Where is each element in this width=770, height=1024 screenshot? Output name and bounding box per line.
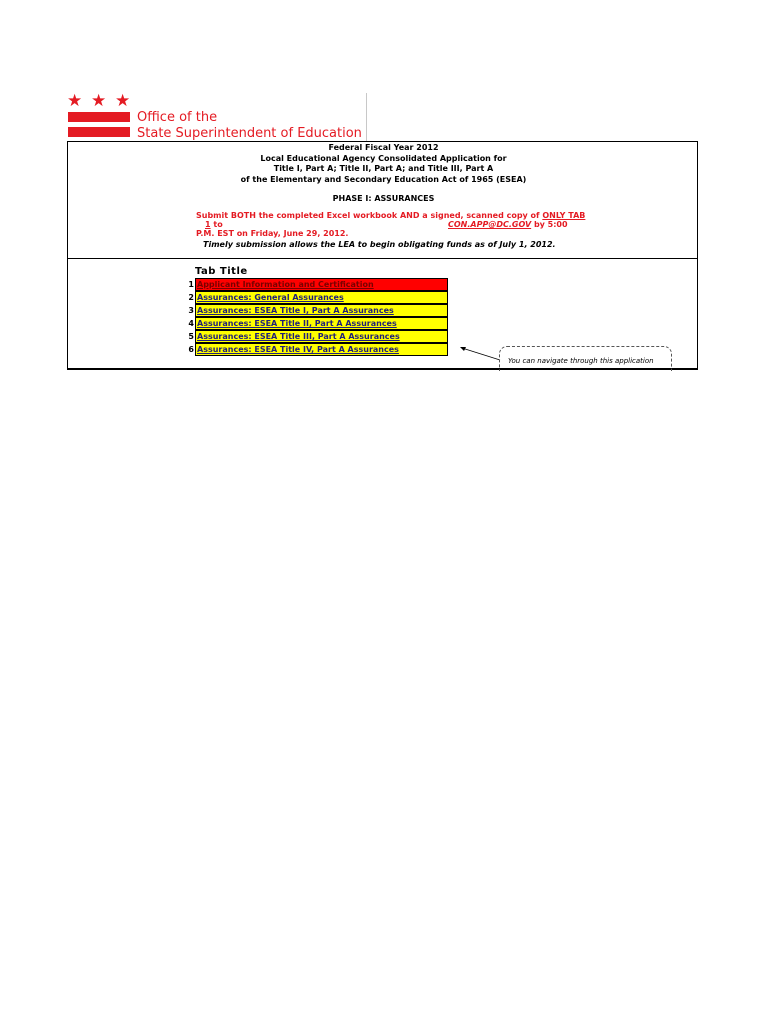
by-text: by 5:00 [531,220,568,229]
star-icon: ★ [115,91,131,111]
submit-text: Submit BOTH the completed Excel workbook AND a signed, scanned copy of [196,211,543,220]
submit-email-line [448,220,568,229]
tab-link-label[interactable]: Assurances: General Assurances [197,293,344,302]
header-box [67,141,698,259]
tab-number: 2 [188,293,194,302]
tab-number: 6 [188,345,194,354]
flag-bar [68,112,130,122]
tab-link-label[interactable]: Assurances: ESEA Title I, Part A Assurances [197,306,394,315]
star-icon: ★ [91,91,107,111]
star-icon: ★ [67,91,83,111]
flag-bar [68,127,130,137]
only-tab-link[interactable]: ONLY TAB [542,211,586,220]
email-link[interactable]: CON.APP@DC.GOV [448,220,532,229]
submit-line-2 [205,220,223,229]
tab-1-link[interactable]: 1 [205,220,211,229]
logo-divider [366,93,367,141]
tab-link-title-i[interactable] [195,304,448,317]
tab-link-label[interactable]: Assurances: ESEA Title IV, Part A Assurances [197,345,399,354]
tab-number: 4 [188,319,194,328]
tab-link-title-ii[interactable] [195,317,448,330]
tab-number: 5 [188,332,194,341]
timely-note: Timely submission allows the LEA to begin obligating funds as of July 1, 2012. [203,240,556,249]
tab-link-applicant-info[interactable] [195,278,448,291]
tab-link-title-iv[interactable] [195,343,448,356]
callout-text: You can navigate through this application [508,357,654,365]
header-line-2: Local Educational Agency Consolidated Application for [260,153,507,163]
header-line-3: Title I, Part A; Title II, Part A; and Title III, Part A [273,164,494,173]
logo-line-2: State Superintendent of Education [137,126,362,141]
logo-line-1: Office of the [137,110,218,125]
tab-number: 3 [188,306,194,315]
tab-link-general-assurances[interactable] [195,291,448,304]
osse-logo [66,93,368,141]
tab-list-box [67,258,698,370]
phase-title: PHASE I: ASSURANCES [332,194,435,203]
header-line-1: Federal Fiscal Year 2012 [328,143,439,152]
to-text: to [210,220,223,229]
header-line-4: of the Elementary and Secondary Education Act of 1965 (ESEA) [240,174,527,184]
tab-number: 1 [188,280,194,289]
tab-link-label[interactable]: Assurances: ESEA Title III, Part A Assurances [197,332,400,341]
submit-line-1 [196,211,585,220]
submit-line-3: P.M. EST on Friday, June 29, 2012. [196,229,349,238]
tab-title-heading: Tab Title [195,266,248,277]
tab-link-label[interactable]: Assurances: ESEA Title II, Part A Assurances [197,319,397,328]
tab-link-title-iii[interactable] [195,330,448,343]
tab-link-label[interactable]: Applicant Information and Certification [197,280,374,289]
